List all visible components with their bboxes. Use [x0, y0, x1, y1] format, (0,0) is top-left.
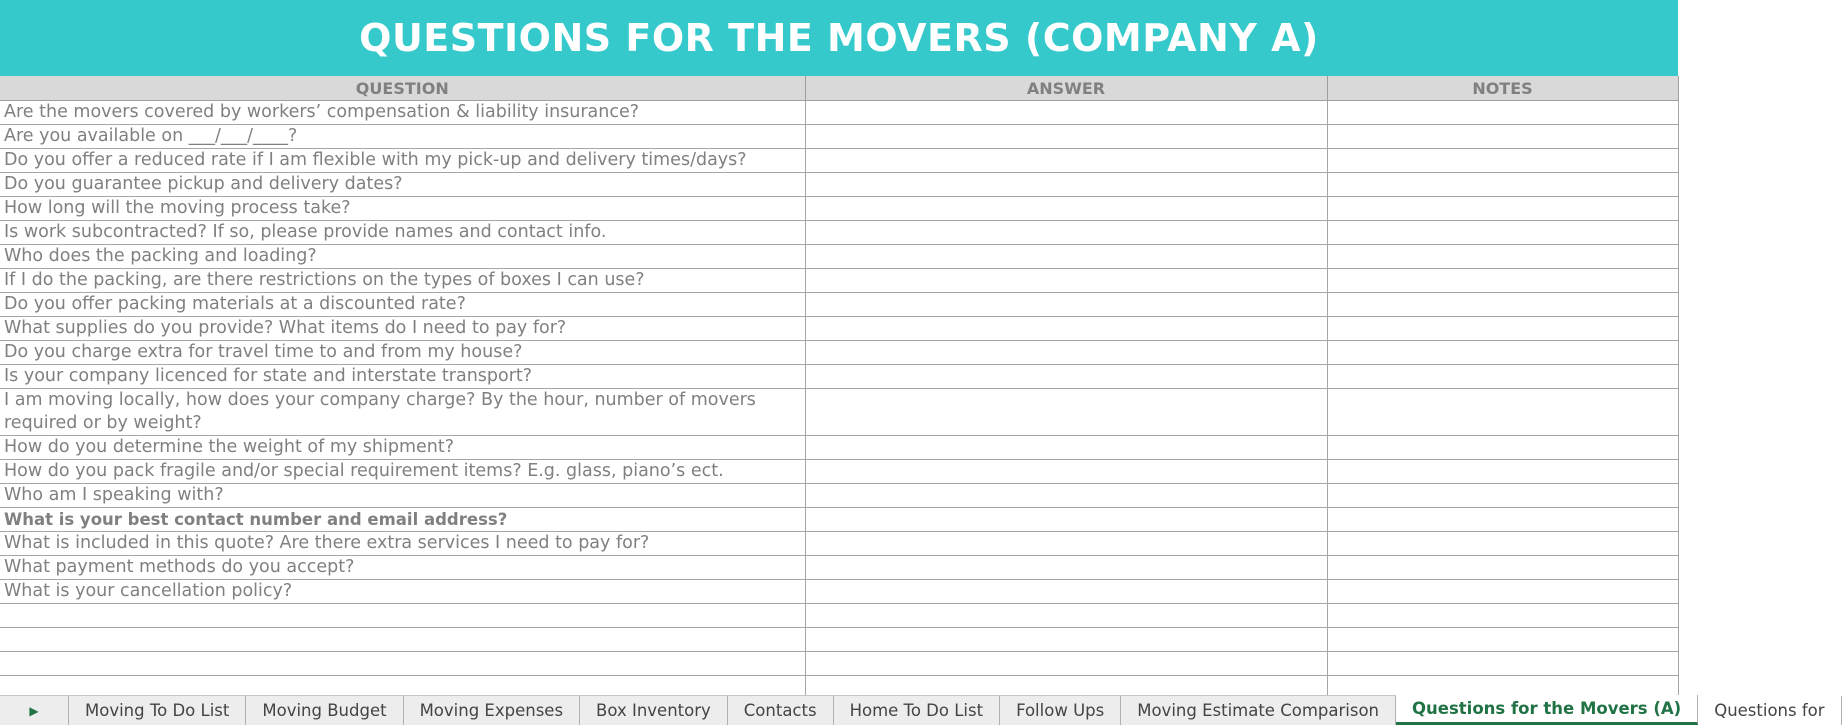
question-cell[interactable]: If I do the packing, are there restrictions on the types of boxes I can use? [0, 269, 805, 293]
table-row [0, 460, 1678, 484]
answer-cell[interactable] [805, 317, 1327, 341]
table-row [0, 556, 1678, 580]
question-cell[interactable]: Do you offer packing materials at a discounted rate? [0, 293, 805, 317]
table-row [0, 101, 1678, 125]
notes-cell[interactable] [1327, 460, 1678, 484]
notes-cell[interactable] [1327, 101, 1678, 125]
notes-cell[interactable] [1327, 293, 1678, 317]
sheet-title: QUESTIONS FOR THE MOVERS (COMPANY A) [359, 16, 1319, 60]
table-row [0, 269, 1678, 293]
notes-cell[interactable] [1327, 269, 1678, 293]
answer-cell[interactable] [805, 604, 1327, 628]
notes-cell[interactable] [1327, 532, 1678, 556]
question-cell[interactable]: What supplies do you provide? What items do I need to pay for? [0, 317, 805, 341]
questions-table [0, 76, 1679, 696]
table-row [0, 221, 1678, 245]
header-row [0, 76, 1678, 101]
answer-cell[interactable] [805, 532, 1327, 556]
tab-moving-estimate-comparison[interactable]: Moving Estimate Comparison [1121, 696, 1396, 725]
question-cell[interactable]: Is your company licenced for state and interstate transport? [0, 365, 805, 389]
answer-cell[interactable] [805, 652, 1327, 676]
notes-cell[interactable] [1327, 436, 1678, 460]
tab-moving-expenses[interactable]: Moving Expenses [404, 696, 580, 725]
table-row [0, 365, 1678, 389]
question-cell[interactable] [0, 652, 805, 676]
table-row [0, 293, 1678, 317]
answer-cell[interactable] [805, 221, 1327, 245]
table-row [0, 245, 1678, 269]
question-cell[interactable]: What payment methods do you accept? [0, 556, 805, 580]
tab-box-inventory[interactable]: Box Inventory [580, 696, 728, 725]
empty-row [0, 652, 1678, 676]
table-row [0, 149, 1678, 173]
question-cell[interactable]: Are the movers covered by workers’ compensation & liability insurance? [0, 101, 805, 125]
empty-row [0, 676, 1678, 697]
question-cell[interactable]: Do you offer a reduced rate if I am flexible with my pick-up and delivery times/days? [0, 149, 805, 173]
tab-follow-ups[interactable]: Follow Ups [1000, 696, 1121, 725]
answer-cell[interactable] [805, 436, 1327, 460]
notes-cell[interactable] [1327, 365, 1678, 389]
notes-cell[interactable] [1327, 556, 1678, 580]
question-cell[interactable]: Who am I speaking with? [0, 484, 805, 508]
question-cell[interactable]: What is your best contact number and email address? [0, 508, 805, 532]
notes-cell[interactable] [1327, 652, 1678, 676]
answer-cell[interactable] [805, 125, 1327, 149]
answer-cell[interactable] [805, 556, 1327, 580]
notes-cell[interactable] [1327, 173, 1678, 197]
sheet-title-banner [0, 0, 1678, 76]
answer-cell[interactable] [805, 389, 1327, 436]
column-header-question[interactable]: QUESTION [0, 76, 805, 101]
answer-cell[interactable] [805, 293, 1327, 317]
notes-cell[interactable] [1327, 628, 1678, 652]
question-cell[interactable] [0, 604, 805, 628]
question-cell[interactable]: How do you determine the weight of my shipment? [0, 436, 805, 460]
question-cell[interactable]: Is work subcontracted? If so, please provide names and contact info. [0, 221, 805, 245]
question-cell[interactable]: Are you available on ___/___/____? [0, 125, 805, 149]
question-cell[interactable]: Do you guarantee pickup and delivery dates? [0, 173, 805, 197]
tab-questions-for-movers-a[interactable]: Questions for the Movers (A) [1396, 695, 1698, 725]
question-cell[interactable]: How do you pack fragile and/or special requirement items? E.g. glass, piano’s ect. [0, 460, 805, 484]
question-cell[interactable]: I am moving locally, how does your company charge? By the hour, number of movers required or by weight? [0, 389, 805, 436]
notes-cell[interactable] [1327, 317, 1678, 341]
notes-cell[interactable] [1327, 484, 1678, 508]
answer-cell[interactable] [805, 365, 1327, 389]
question-cell[interactable] [0, 628, 805, 652]
question-cell[interactable]: Do you charge extra for travel time to and from my house? [0, 341, 805, 365]
answer-cell[interactable] [805, 460, 1327, 484]
answer-cell[interactable] [805, 173, 1327, 197]
notes-cell[interactable] [1327, 221, 1678, 245]
table-row [0, 484, 1678, 508]
notes-cell[interactable] [1327, 580, 1678, 604]
question-cell[interactable]: What is your cancellation policy? [0, 580, 805, 604]
answer-cell[interactable] [805, 580, 1327, 604]
notes-cell[interactable] [1327, 125, 1678, 149]
column-header-notes[interactable]: NOTES [1327, 76, 1678, 101]
notes-cell[interactable] [1327, 389, 1678, 436]
table-row [0, 436, 1678, 460]
table-row [0, 580, 1678, 604]
tab-questions-for-movers-b[interactable]: Questions for [1698, 696, 1841, 725]
empty-row [0, 604, 1678, 628]
question-cell[interactable]: Who does the packing and loading? [0, 245, 805, 269]
question-cell[interactable] [0, 676, 805, 697]
notes-cell[interactable] [1327, 676, 1678, 697]
notes-cell[interactable] [1327, 197, 1678, 221]
answer-cell[interactable] [805, 341, 1327, 365]
answer-cell[interactable] [805, 269, 1327, 293]
answer-cell[interactable] [805, 628, 1327, 652]
tab-scroll-right-icon[interactable]: ▶ [0, 696, 69, 725]
notes-cell[interactable] [1327, 245, 1678, 269]
table-row [0, 317, 1678, 341]
answer-cell[interactable] [805, 149, 1327, 173]
table-row [0, 125, 1678, 149]
answer-cell[interactable] [805, 676, 1327, 697]
notes-cell[interactable] [1327, 508, 1678, 532]
answer-cell[interactable] [805, 484, 1327, 508]
table-row [0, 173, 1678, 197]
tab-contacts[interactable]: Contacts [728, 696, 834, 725]
notes-cell[interactable] [1327, 604, 1678, 628]
tab-moving-to-do-list[interactable]: Moving To Do List [69, 696, 246, 725]
table-row [0, 389, 1678, 436]
column-header-answer[interactable]: ANSWER [805, 76, 1327, 101]
sheet-tab-bar [0, 695, 1825, 725]
table-row [0, 508, 1678, 532]
question-cell[interactable]: What is included in this quote? Are there extra services I need to pay for? [0, 532, 805, 556]
table-row [0, 532, 1678, 556]
question-cell[interactable]: How long will the moving process take? [0, 197, 805, 221]
answer-cell[interactable] [805, 101, 1327, 125]
notes-cell[interactable] [1327, 341, 1678, 365]
tab-moving-budget[interactable]: Moving Budget [246, 696, 403, 725]
answer-cell[interactable] [805, 197, 1327, 221]
notes-cell[interactable] [1327, 149, 1678, 173]
empty-row [0, 628, 1678, 652]
table-row [0, 341, 1678, 365]
answer-cell[interactable] [805, 245, 1327, 269]
tab-home-to-do-list[interactable]: Home To Do List [834, 696, 1000, 725]
answer-cell[interactable] [805, 508, 1327, 532]
table-row [0, 197, 1678, 221]
